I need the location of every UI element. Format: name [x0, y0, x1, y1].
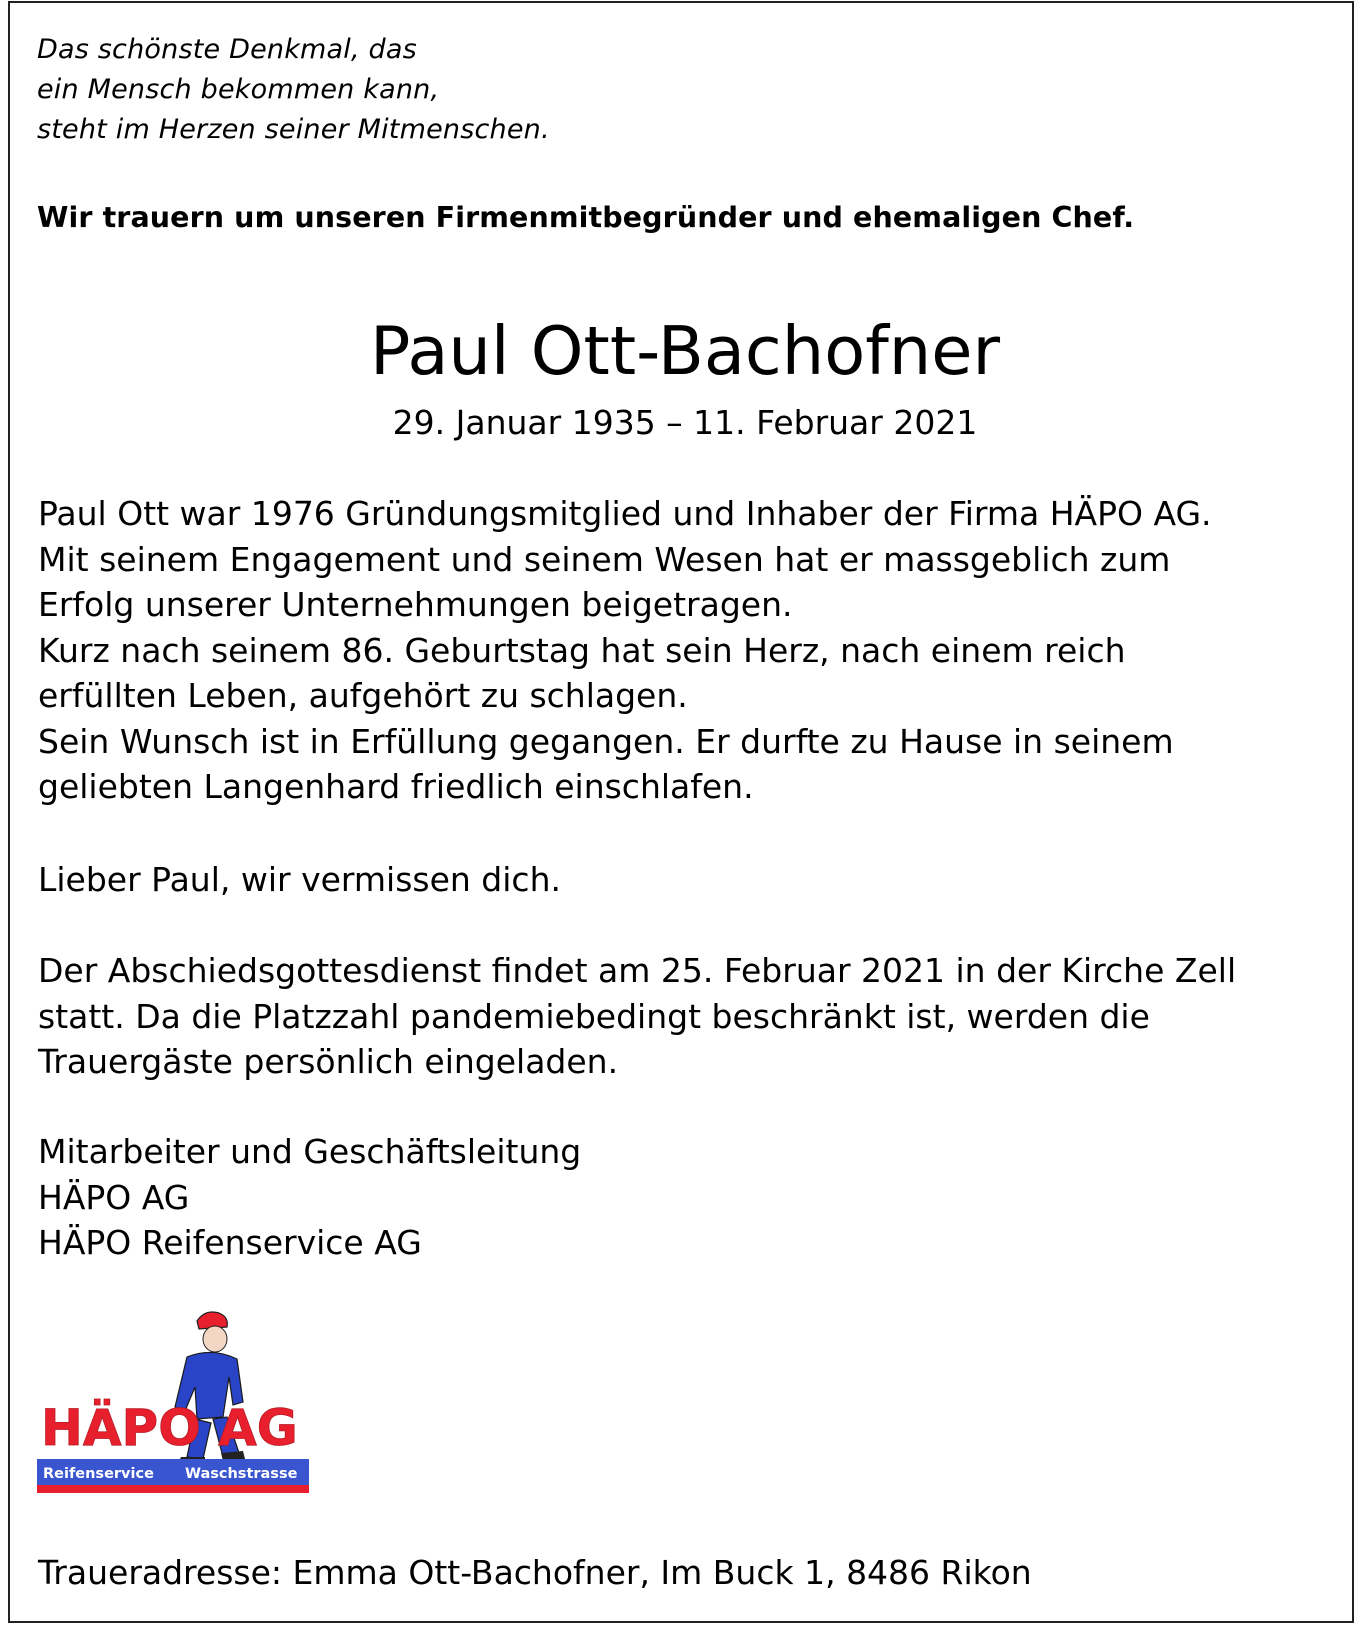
motto-line: steht im Herzen seiner Mitmenschen. — [37, 114, 550, 145]
text-line: Erfolg unserer Unternehmungen beigetragen. — [38, 585, 793, 624]
text-line: Trauergäste persönlich eingeladen. — [38, 1042, 619, 1081]
mourning-address: Traueradresse: Emma Ott-Bachofner, Im Buck 1, 8486 Rikon — [38, 1553, 1032, 1592]
farewell-line — [38, 857, 561, 903]
motto-line: ein Mensch bekommen kann, — [37, 74, 440, 105]
text-line: Mit seinem Engagement und seinem Wesen hat er massgeblich zum — [38, 539, 1171, 579]
text-line: Lieber Paul, wir vermissen dich. — [38, 860, 561, 899]
logo-tagline-left: Reifenservice — [43, 1466, 154, 1482]
signature-line: HÄPO Reifenservice AG — [38, 1223, 422, 1262]
tribute-paragraph — [38, 491, 1212, 810]
motto-line: Das schönste Denkmal, das — [37, 34, 417, 65]
text-line: Kurz nach seinem 86. Geburtstag hat sein Herz, nach einem reich — [38, 630, 1126, 670]
text-line: Sein Wunsch ist in Erfüllung gegangen. Er durfte zu Hause in seinem — [38, 721, 1174, 761]
logo-wordmark: HÄPO AG — [41, 1399, 298, 1457]
mourning-headline: Wir trauern um unseren Firmenmitbegründer und ehemaligen Chef. — [37, 201, 1135, 234]
text-line: erfüllten Leben, aufgehört zu schlagen. — [38, 676, 688, 715]
signature-line: Mitarbeiter und Geschäftsleitung — [38, 1132, 582, 1171]
life-dates: 29. Januar 1935 – 11. Februar 2021 — [392, 403, 978, 442]
text-line: Paul Ott war 1976 Gründungsmitglied und Inhaber der Firma HÄPO AG. — [38, 494, 1212, 533]
signature-line: HÄPO AG — [38, 1177, 190, 1217]
logo-stripe — [37, 1485, 309, 1493]
text-line: Der Abschiedsgottesdienst findet am 25. Februar 2021 in der Kirche Zell — [38, 951, 1237, 990]
text-line: geliebten Langenhard friedlich einschlafen. — [38, 767, 754, 806]
text-line: statt. Da die Platzzahl pandemiebedingt beschränkt ist, werden die — [38, 996, 1150, 1036]
service-paragraph — [38, 948, 1236, 1085]
haepo-logo-graphic — [37, 1307, 321, 1497]
deceased-name: Paul Ott-Bachofner — [369, 312, 1001, 390]
logo-tagline-right: Waschstrasse — [185, 1466, 298, 1482]
haepo-logo — [37, 1307, 321, 1497]
motto-quote — [37, 30, 550, 150]
signature-block — [38, 1129, 581, 1266]
